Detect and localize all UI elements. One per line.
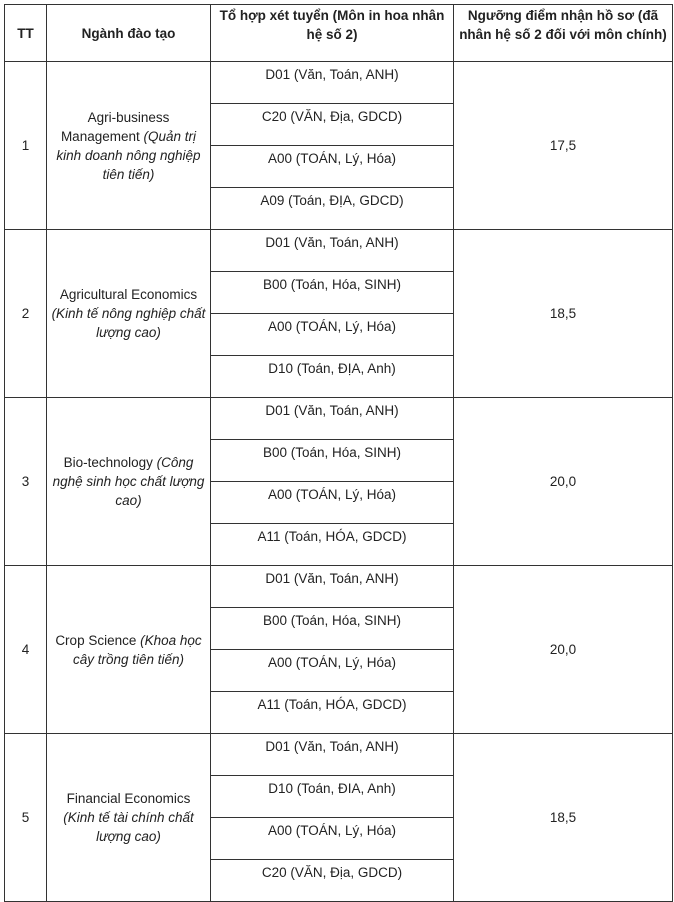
- threshold-score: 18,5: [454, 230, 673, 398]
- major-name: Bio-technology: [63, 455, 153, 470]
- major-name-cell: [47, 62, 211, 230]
- table-row: [5, 230, 673, 272]
- table-row: [5, 734, 673, 776]
- subject-combination: C20 (VĂN, Địa, GDCD): [211, 860, 454, 902]
- header-tt: TT: [5, 5, 47, 62]
- threshold-score: 17,5: [454, 62, 673, 230]
- header-combos: Tổ hợp xét tuyển (Môn in hoa nhân hệ số 2): [211, 5, 454, 62]
- table-body: [5, 62, 673, 902]
- subject-combination: D01 (Văn, Toán, ANH): [211, 230, 454, 272]
- row-number: 1: [5, 62, 47, 230]
- subject-combination: A11 (Toán, HÓA, GDCD): [211, 524, 454, 566]
- table-row: [5, 566, 673, 608]
- subject-combination: D01 (Văn, Toán, ANH): [211, 62, 454, 104]
- header-major: Ngành đào tạo: [47, 5, 211, 62]
- major-name-cell: [47, 398, 211, 566]
- subject-combination: D01 (Văn, Toán, ANH): [211, 398, 454, 440]
- major-name-cell: [47, 230, 211, 398]
- row-number: 3: [5, 398, 47, 566]
- major-name-vietnamese: (Khoa học cây trồng tiên tiến): [72, 632, 202, 667]
- header-threshold: Ngưỡng điểm nhận hồ sơ (đã nhân hệ số 2 đối với môn chính): [454, 5, 673, 62]
- subject-combination: D10 (Toán, ĐIA, Anh): [211, 776, 454, 818]
- subject-combination: A00 (TOÁN, Lý, Hóa): [211, 314, 454, 356]
- subject-combination: A11 (Toán, HÓA, GDCD): [211, 692, 454, 734]
- row-number: 4: [5, 566, 47, 734]
- major-name-vietnamese: (Kinh tế tài chính chất lượng cao): [63, 810, 194, 844]
- table-row: [5, 398, 673, 440]
- subject-combination: B00 (Toán, Hóa, SINH): [211, 272, 454, 314]
- subject-combination: A00 (TOÁN, Lý, Hóa): [211, 650, 454, 692]
- subject-combination: D01 (Văn, Toán, ANH): [211, 734, 454, 776]
- major-name: Financial Economics: [66, 791, 191, 806]
- subject-combination: D01 (Văn, Toán, ANH): [211, 566, 454, 608]
- major-name: Crop Science: [55, 632, 137, 648]
- major-name-cell: [47, 734, 211, 902]
- major-name-vietnamese: (Quản trị kinh doanh nông nghiệp tiên tiến): [56, 128, 201, 182]
- major-name-vietnamese: (Kinh tế nông nghiệp chất lượng cao): [51, 306, 206, 340]
- subject-combination: A00 (TOÁN, Lý, Hóa): [211, 482, 454, 524]
- major-name: Agri-business Management: [60, 109, 170, 144]
- threshold-score: 20,0: [454, 398, 673, 566]
- major-name-cell: [47, 566, 211, 734]
- subject-combination: B00 (Toán, Hóa, SINH): [211, 440, 454, 482]
- major-name: Agricultural Economics: [59, 287, 198, 302]
- major-name-vietnamese: (Công nghệ sinh học chất lượng cao): [52, 455, 205, 508]
- subject-combination: A00 (TOÁN, Lý, Hóa): [211, 818, 454, 860]
- subject-combination: D10 (Toán, ĐỊA, Anh): [211, 356, 454, 398]
- threshold-score: 20,0: [454, 566, 673, 734]
- header-row: [5, 5, 673, 62]
- row-number: 5: [5, 734, 47, 902]
- row-number: 2: [5, 230, 47, 398]
- table-row: [5, 62, 673, 104]
- threshold-score: 18,5: [454, 734, 673, 902]
- subject-combination: A00 (TOÁN, Lý, Hóa): [211, 146, 454, 188]
- subject-combination: A09 (Toán, ĐỊA, GDCD): [211, 188, 454, 230]
- subject-combination: C20 (VĂN, Địa, GDCD): [211, 104, 454, 146]
- admission-table: [4, 4, 673, 902]
- subject-combination: B00 (Toán, Hóa, SINH): [211, 608, 454, 650]
